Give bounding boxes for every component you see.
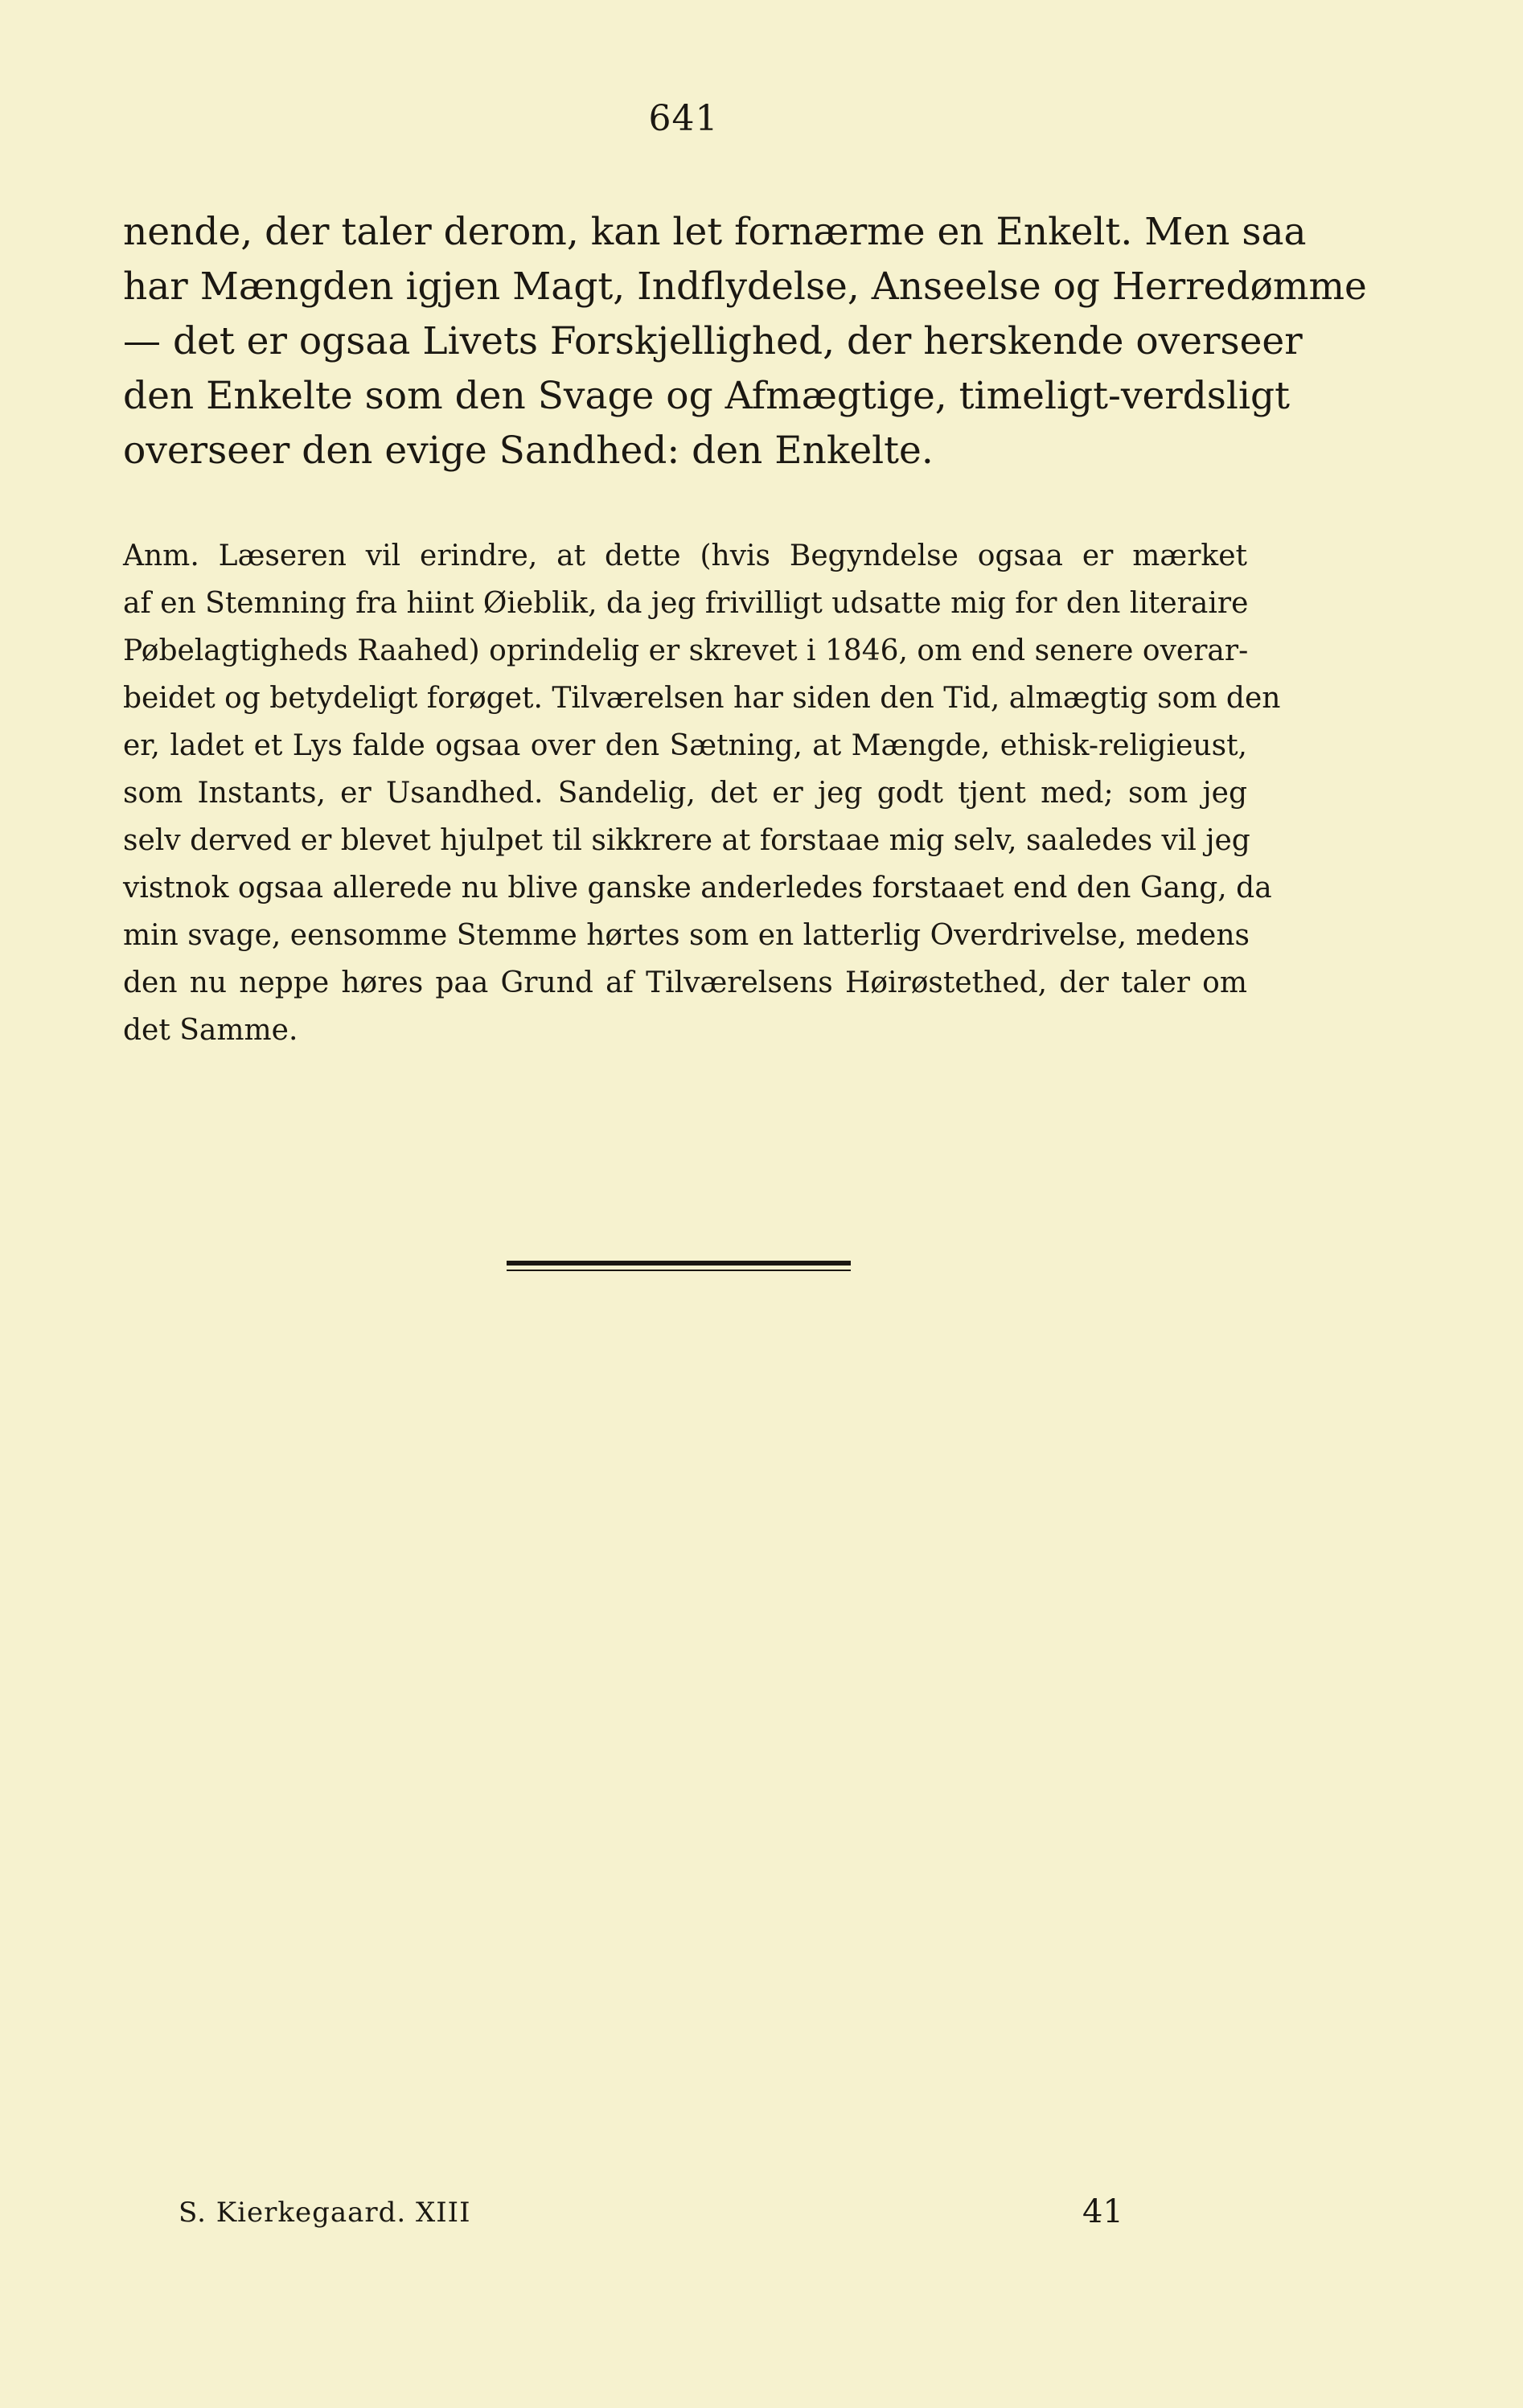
annotation-line: er, ladet et Lys falde ogsaa over den Sætning, at Mængde, ethisk-religieust, bbox=[123, 729, 1247, 762]
annotation-line: beidet og betydeligt forøget. Tilværelsen har siden den Tid, almægtig som den bbox=[123, 682, 1281, 715]
annotation-line: Pøbelagtigheds Raahed) oprindelig er skrevet i 1846, om end senere overar- bbox=[123, 634, 1249, 667]
annotation-line: den nu neppe høres paa Grund af Tilværelsens Høirøstethed, der taler om bbox=[123, 966, 1247, 999]
footer-signature: S. Kierkegaard. XIII bbox=[179, 2197, 471, 2229]
page-number: 641 bbox=[648, 98, 719, 139]
annotation-line: vistnok ogsaa allerede nu blive ganske anderledes forstaaet end den Gang, da bbox=[123, 872, 1272, 905]
footer-sheet-number: 41 bbox=[1082, 2193, 1123, 2230]
main-text-line: — det er ogsaa Livets Forskjellighed, der herskende overseer bbox=[123, 319, 1303, 363]
main-text-line: den Enkelte som den Svage og Afmægtige, timeligt-verdsligt bbox=[123, 374, 1290, 418]
main-text-line: nende, der taler derom, kan let fornærme en Enkelt. Men saa bbox=[123, 210, 1307, 254]
annotation-line: det Samme. bbox=[123, 1014, 298, 1047]
divider-thick-line bbox=[507, 1261, 851, 1266]
annotation-line: selv derved er blevet hjulpet til sikkrere at forstaae mig selv, saaledes vil jeg bbox=[123, 824, 1250, 857]
annotation-line: min svage, eensomme Stemme hørtes som en latterlig Overdrivelse, medens bbox=[123, 919, 1250, 952]
end-divider-rule bbox=[507, 1261, 851, 1271]
annotation-line: af en Stemning fra hiint Øieblik, da jeg frivilligt udsatte mig for den literaire bbox=[123, 587, 1249, 620]
annotation-line: som Instants, er Usandhed. Sandelig, det er jeg godt tjent med; som jeg bbox=[123, 777, 1247, 810]
divider-thin-line bbox=[507, 1270, 851, 1271]
main-text-line: har Mængden igjen Magt, Indflydelse, Anseelse og Herredømme bbox=[123, 265, 1367, 309]
annotation-line: Anm. Læseren vil erindre, at dette (hvis Begyndelse ogsaa er mærket bbox=[123, 539, 1247, 572]
main-text-line: overseer den evige Sandhed: den Enkelte. bbox=[123, 429, 934, 473]
